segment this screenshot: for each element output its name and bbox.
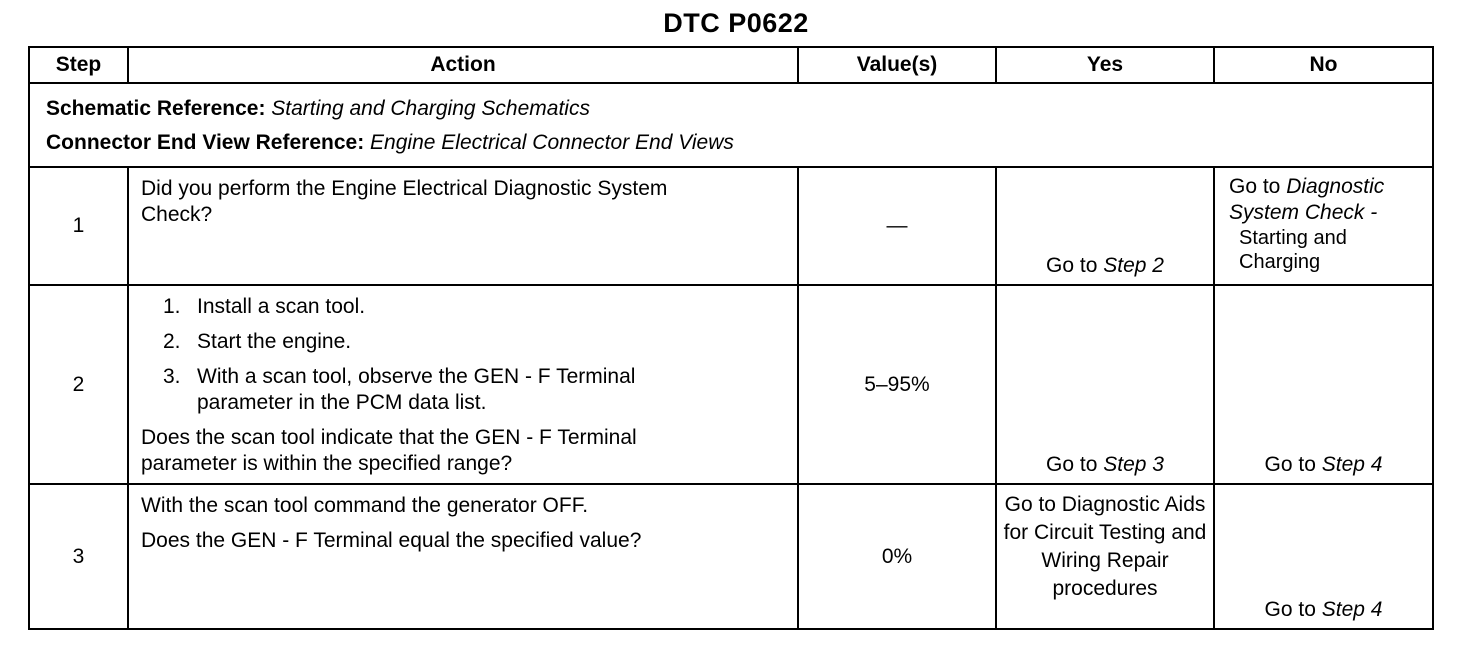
value-cell: — [798,167,996,285]
action-text: Did you perform the Engine Electrical Diagnostic System Check? [141,177,668,226]
connector-reference-link[interactable]: Engine Electrical Connector End Views [370,131,734,154]
reference-cell [29,83,1433,167]
step-number: 2 [29,285,128,484]
list-number: 3. [163,365,181,388]
step-number: 3 [29,484,128,629]
list-item [163,329,785,355]
value-cell: 5–95% [798,285,996,484]
yes-prefix: Go to [1046,453,1104,476]
action-cell [128,484,798,629]
reference-row [29,83,1433,167]
yes-prefix: Go to [1046,254,1104,277]
yes-cell [996,484,1214,629]
table-row [29,484,1433,629]
connector-reference-label: Connector End View Reference: [46,131,365,154]
no-prefix: Go to [1229,175,1287,198]
yes-step-link[interactable]: Step 2 [1103,254,1164,277]
list-text: Install a scan tool. [197,295,366,318]
connector-reference [46,126,1416,160]
table-row [29,285,1433,484]
no-step-link[interactable]: Step 4 [1321,453,1383,476]
list-number: 1. [163,295,181,318]
no-cell [1214,167,1433,285]
header-no: No [1214,47,1433,83]
list-text: With a scan tool, observe the GEN - F Terminal parameter in the PCM data list. [197,365,636,414]
page-title: DTC P0622 [663,8,809,38]
list-number: 2. [163,330,181,353]
action-cell [128,285,798,484]
no-prefix: Go to [1264,598,1322,621]
header-yes: Yes [996,47,1214,83]
table-row [29,167,1433,285]
no-prefix: Go to [1264,453,1322,476]
list-item [163,294,785,320]
list-text: Start the engine. [197,330,352,353]
no-cell [1214,484,1433,629]
yes-diagnostic-aids-link[interactable]: Go to Diagnostic Aids for Circuit Testing and Wiring Repair procedures [1003,493,1207,600]
action-cell [128,167,798,285]
schematic-reference-link[interactable]: Starting and Charging Schematics [271,97,590,120]
yes-cell [996,285,1214,484]
no-step-link[interactable]: Step 4 [1321,598,1383,621]
header-values: Value(s) [798,47,996,83]
action-question: Does the GEN - F Terminal equal the specified value? [141,529,642,552]
header-step: Step [29,47,128,83]
no-suffix: Starting and Charging [1239,227,1347,273]
table-header-row [29,47,1433,83]
schematic-reference [46,92,1416,126]
value-cell: 0% [798,484,996,629]
schematic-reference-label: Schematic Reference: [46,97,266,120]
step-number: 1 [29,167,128,285]
no-cell [1214,285,1433,484]
list-item [163,364,657,416]
action-list [141,294,785,416]
yes-cell [996,167,1214,285]
action-text: With the scan tool command the generator OFF. [141,494,589,517]
yes-step-link[interactable]: Step 3 [1103,453,1164,476]
action-question: Does the scan tool indicate that the GEN - F Terminal parameter is within the specified range? [141,426,637,475]
no-diagnostic-link[interactable]: Diagnostic System Check - [1229,175,1385,224]
diagnostic-table [28,46,1434,630]
header-action: Action [128,47,798,83]
